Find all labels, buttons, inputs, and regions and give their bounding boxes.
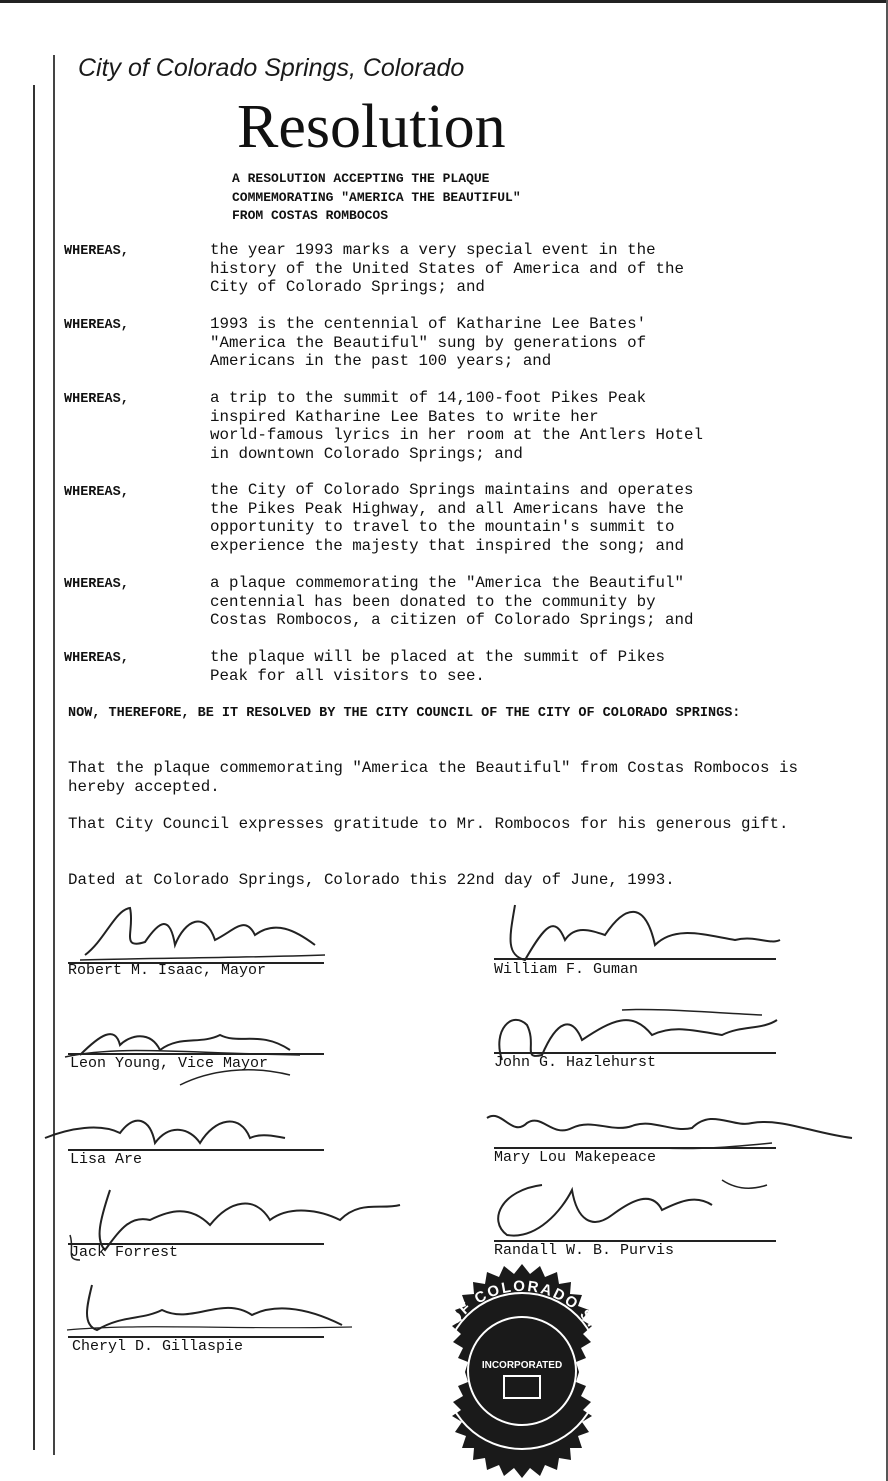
- whereas-text: a trip to the summit of 14,100-foot Pikes Peak inspired Katharine Lee Bates to write her world-famous lyrics in her room at the Antlers Hotel in downtown Colorado Springs; and: [210, 389, 703, 463]
- signatory-name: Robert M. Isaac, Mayor: [68, 962, 267, 979]
- subtitle-line: COMMEMORATING "AMERICA THE BEAUTIFUL": [232, 189, 521, 205]
- left-margin-rule: [33, 85, 35, 1450]
- signatory-name: Jack Forrest: [70, 1244, 179, 1261]
- signature-line: [494, 958, 776, 960]
- resolution-subtitle: [232, 170, 521, 226]
- signatory-name: Leon Young, Vice Mayor: [70, 1055, 269, 1072]
- resolved-statement: NOW, THEREFORE, BE IT RESOLVED BY THE CITY COUNCIL OF THE CITY OF COLORADO SPRINGS:: [68, 706, 741, 721]
- whereas-text: the year 1993 marks a very special event in the history of the United States of America and of the City of Colorado Springs; and: [210, 241, 684, 297]
- whereas-text: 1993 is the centennial of Katharine Lee Bates' "America the Beautiful" sung by generations of Americans in the past 100 years; and: [210, 315, 647, 371]
- signatory-name: Lisa Are: [70, 1151, 143, 1168]
- whereas-text: the City of Colorado Springs maintains and operates the Pikes Peak Highway, and all Americans have the opportunity to travel to the mountain's summit to experience the majesty that inspired the song; and: [210, 481, 694, 555]
- signatory-name: Randall W. B. Purvis: [494, 1242, 675, 1259]
- resolution-clause: That the plaque commemorating "America the Beautiful" from Costas Rombocos is hereby accepted.: [68, 759, 798, 796]
- dated-line: Dated at Colorado Springs, Colorado this 22nd day of June, 1993.: [68, 871, 675, 889]
- whereas-text: a plaque commemorating the "America the Beautiful" centennial has been donated to the community by Costas Rombocos, a citizen of Colorado Springs; and: [210, 574, 694, 630]
- signatory-name: William F. Guman: [494, 961, 639, 978]
- signatory-name: Cheryl D. Gillaspie: [72, 1338, 244, 1355]
- city-seal: [408, 1262, 636, 1480]
- city-heading: City of Colorado Springs, Colorado: [78, 54, 465, 82]
- whereas-label: WHEREAS,: [64, 392, 129, 407]
- subtitle-line: A RESOLUTION ACCEPTING THE PLAQUE: [232, 171, 490, 186]
- seal-outer-text: CITY OF COLORADO SPRINGS: [428, 1277, 616, 1393]
- signatory-name: John G. Hazlehurst: [494, 1054, 657, 1071]
- whereas-label: WHEREAS,: [64, 244, 129, 259]
- top-border: [0, 0, 888, 3]
- subtitle-line: FROM COSTAS ROMBOCOS: [232, 208, 389, 223]
- whereas-label: WHEREAS,: [64, 577, 129, 592]
- whereas-label: WHEREAS,: [64, 485, 129, 500]
- whereas-label: WHEREAS,: [64, 318, 129, 333]
- signature-purvis: [482, 1170, 782, 1250]
- whereas-text: the plaque will be placed at the summit of Pikes Peak for all visitors to see.: [210, 648, 666, 685]
- whereas-label: WHEREAS,: [64, 651, 129, 666]
- signature-isaac: [75, 900, 335, 970]
- resolution-clause: That City Council expresses gratitude to Mr. Rombocos for his generous gift.: [68, 815, 789, 833]
- signatory-name: Mary Lou Makepeace: [494, 1149, 657, 1166]
- seal-inner-text: INCORPORATED: [481, 1360, 563, 1371]
- document-title: Resolution: [237, 93, 506, 161]
- left-margin-rule-inner: [53, 55, 55, 1455]
